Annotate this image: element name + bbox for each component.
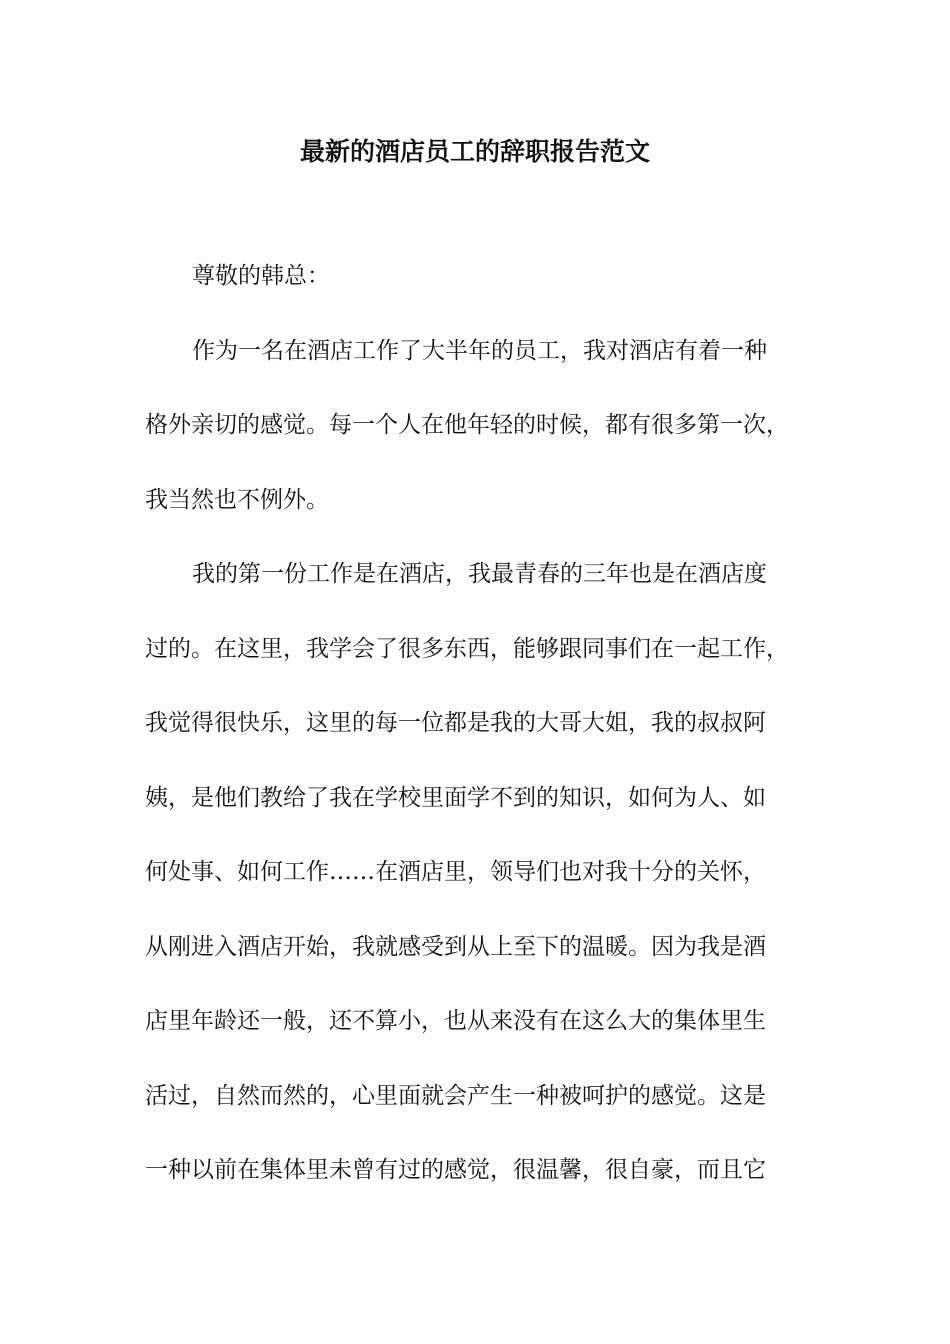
paragraph-line: 过的。在这里，我学会了很多东西，能够跟同事们在一起工作， (145, 635, 789, 662)
paragraph-line: 店里年龄还一般，还不算小，也从来没有在这么大的集体里生 (145, 1008, 766, 1034)
paragraph-line: 作为一名在酒店工作了大半年的员工，我对酒店有着一种 (192, 337, 767, 364)
document-body (145, 256, 815, 1225)
paragraph-line: 一种以前在集体里未曾有过的感觉，很温馨，很自豪，而且它 (145, 1157, 766, 1183)
document-title: 最新的酒店员工的辞职报告范文 (299, 137, 650, 166)
paragraph-line: 从刚进入酒店开始，我就感受到从上至下的温暖。因为我是酒 (145, 933, 766, 960)
paragraph-line: 我觉得很快乐，这里的每一位都是我的大哥大姐，我的叔叔阿 (145, 710, 766, 736)
salutation: 尊敬的韩总： (192, 263, 330, 289)
paragraph-line: 格外亲切的感觉。每一个人在他年轻的时候，都有很多第一次， (145, 412, 789, 438)
paragraph-line: 我的第一份工作是在酒店，我最青春的三年也是在酒店度 (192, 561, 767, 587)
paragraph-line: 我当然也不例外。 (145, 486, 329, 513)
paragraph-line: 何处事、如何工作……在酒店里，领导们也对我十分的关怀， (145, 859, 766, 885)
paragraph-line: 活过，自然而然的，心里面就会产生一种被呵护的感觉。这是 (145, 1082, 766, 1109)
paragraph-line: 姨，是他们教给了我在学校里面学不到的知识，如何为人、如 (145, 784, 766, 811)
